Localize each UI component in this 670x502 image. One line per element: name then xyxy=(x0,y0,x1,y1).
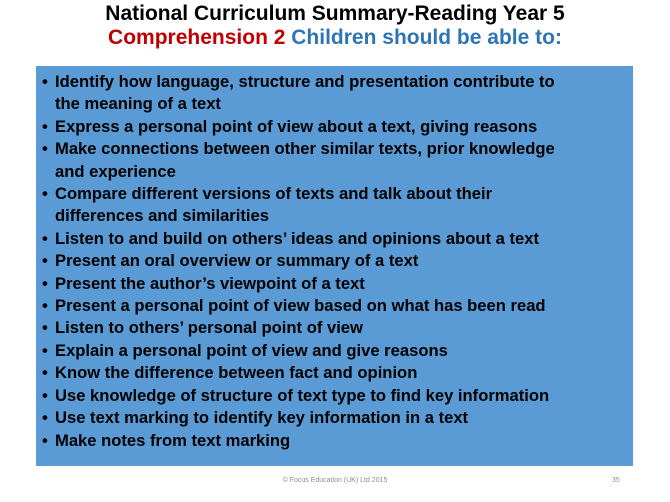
list-item-text: Express a personal point of view about a text, giving reasons xyxy=(55,116,538,136)
list-item-text: and experience xyxy=(55,161,176,181)
bullet-dot: • xyxy=(42,340,48,360)
list-item-text: Compare different versions of texts and talk about their xyxy=(55,184,493,204)
page-number: 35 xyxy=(612,477,620,484)
list-item xyxy=(42,228,627,250)
bullet-dot: • xyxy=(42,273,48,293)
bullet-dot: • xyxy=(42,363,48,383)
bullet-dot: • xyxy=(42,251,48,271)
list-item xyxy=(42,430,627,452)
title-line-1: National Curriculum Summary-Reading Year 5 xyxy=(105,2,565,25)
list-item-text: Use text marking to identify key information in a text xyxy=(55,408,469,428)
title-line-2 xyxy=(0,26,670,50)
bullet-panel xyxy=(36,66,633,466)
list-item xyxy=(42,183,627,228)
footer-copyright: © Focus Education (UK) Ltd 2015 xyxy=(282,477,388,484)
bullet-dot: • xyxy=(42,318,48,338)
slide-title xyxy=(0,2,670,50)
list-item-text: Identify how language, structure and presentation contribute to xyxy=(55,72,555,91)
list-item xyxy=(42,295,627,317)
list-item-text: Present a personal point of view based on what has been read xyxy=(55,296,546,316)
list-item-text: Make connections between other similar texts, prior knowledge xyxy=(55,139,555,159)
list-item xyxy=(42,250,627,272)
bullet-dot: • xyxy=(42,296,48,316)
bullet-dot: • xyxy=(42,408,48,428)
list-item-text: Use knowledge of structure of text type to find key information xyxy=(55,385,550,405)
bullet-dot: • xyxy=(42,430,48,450)
list-item-text: Listen to others’ personal point of view xyxy=(55,318,363,338)
title-comprehension: Comprehension 2 xyxy=(108,26,286,49)
list-item xyxy=(42,385,627,407)
bullet-dot: • xyxy=(42,72,48,91)
bullet-dot: • xyxy=(42,184,48,204)
title-children-able: Children should be able to: xyxy=(291,26,562,49)
list-item-text: Listen to and build on others’ ideas and opinions about a text xyxy=(55,228,540,248)
list-item xyxy=(42,116,627,138)
bullet-list xyxy=(42,71,627,452)
list-item-text: Make notes from text marking xyxy=(55,430,291,450)
bullet-dot: • xyxy=(42,116,48,136)
list-item-text: the meaning of a text xyxy=(55,94,221,114)
list-item-text: Explain a personal point of view and give reasons xyxy=(55,340,448,360)
list-item xyxy=(42,273,627,295)
list-item-text: Know the difference between fact and opinion xyxy=(55,363,418,383)
list-item xyxy=(42,340,627,362)
list-item xyxy=(42,362,627,384)
bullet-dot: • xyxy=(42,385,48,405)
list-item xyxy=(42,71,627,116)
bullet-dot: • xyxy=(42,228,48,248)
list-item-text: differences and similarities xyxy=(55,206,269,226)
list-item xyxy=(42,317,627,339)
list-item xyxy=(42,407,627,429)
list-item-text: Present an oral overview or summary of a text xyxy=(55,251,419,271)
list-item xyxy=(42,138,627,183)
bullet-dot: • xyxy=(42,139,48,159)
list-item-text: Present the author’s viewpoint of a text xyxy=(55,273,365,293)
